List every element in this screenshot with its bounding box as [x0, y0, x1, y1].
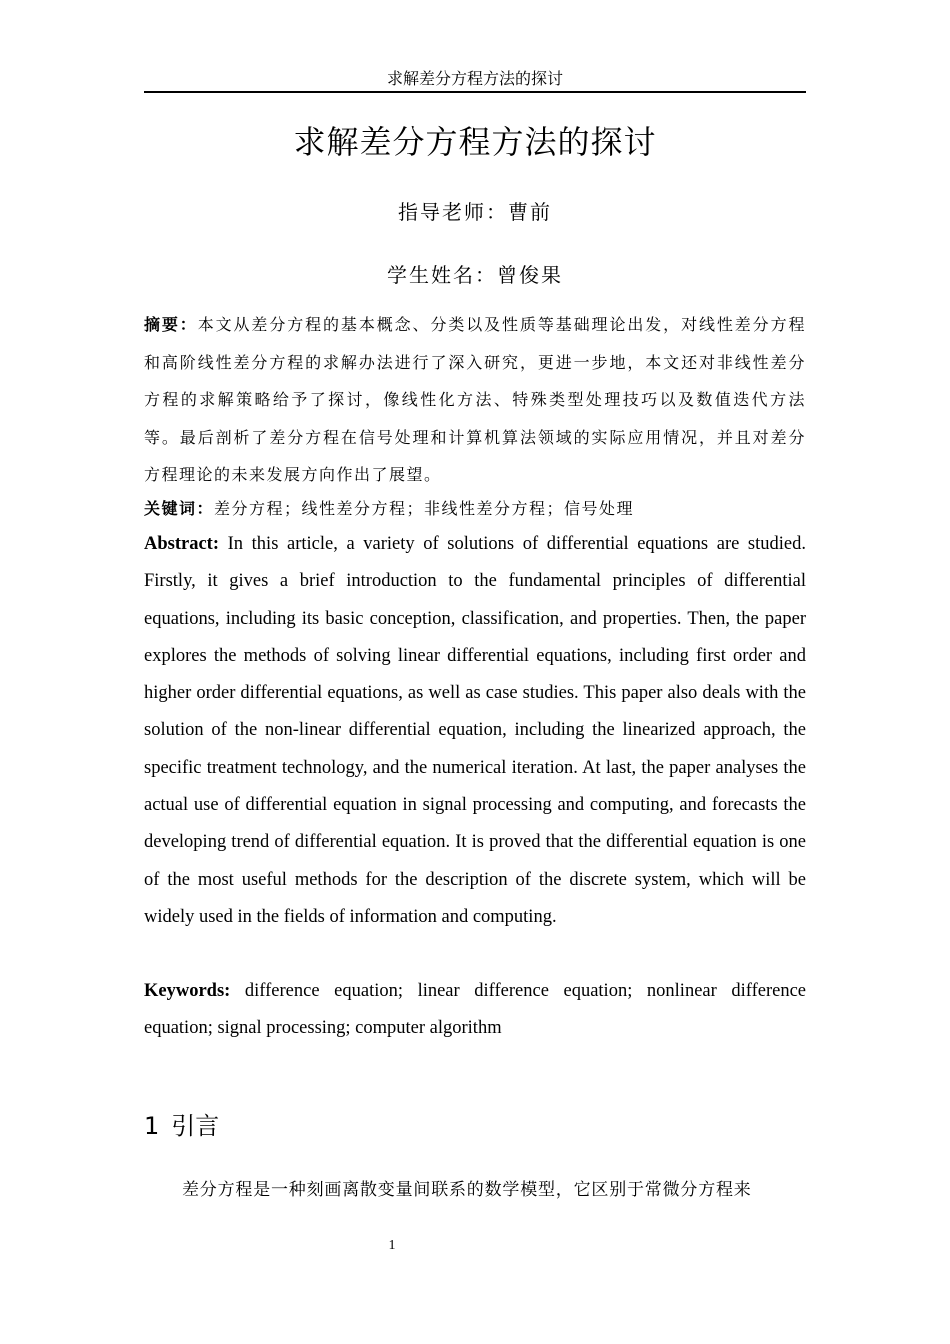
english-abstract-label: Abstract: — [144, 534, 220, 554]
chinese-keywords-text: 差分方程；线性差分方程；非线性差分方程；信号处理 — [214, 499, 635, 518]
running-header: 求解差分方程方法的探讨 — [144, 67, 806, 93]
section-1-paragraph: 差分方程是一种刻画离散变量间联系的数学模型，它区别于常微分方程来 — [182, 1180, 752, 1200]
section-1-title: 引言 — [171, 1112, 220, 1140]
chinese-keywords-label: 关键词： — [144, 499, 215, 518]
chinese-abstract — [144, 306, 806, 494]
english-keywords-text: difference equation; linear difference equation; nonlinear difference equation; signal processing; computer algorithm — [144, 981, 807, 1039]
english-keywords — [144, 973, 806, 1048]
chinese-abstract-label: 摘要： — [144, 315, 198, 334]
english-keywords-label: Keywords: — [144, 981, 231, 1001]
student-line: 学生姓名：曾俊果 — [387, 263, 563, 287]
section-1-heading — [144, 1106, 806, 1146]
english-abstract — [144, 526, 806, 936]
paper-title: 求解差分方程方法的探讨 — [293, 123, 657, 161]
advisor-line: 指导老师：曹前 — [398, 200, 552, 224]
page-number: 1 — [388, 1238, 396, 1253]
chinese-keywords — [144, 492, 806, 526]
english-abstract-text: In this article, a variety of solutions of differential equations are studied. Firstly, it gives a brief introduction to the fundamental principles of differential equations, including its basic conception, classification, and properties. Then, the paper explores the methods of solving linear differential equations, including first order and higher order differential equations, as well as case studies. This paper also deals with the solution of the non-linear differential equation, including the linearized approach, the specific treatment technology, and the numerical iteration. At last, the paper analyses the actual use of differential equation in signal processing and computing, and forecasts the developing trend of differential equation. It is proved that the differential equation is one of the most useful methods for the description of the discrete system, which will be widely used in the fields of information and computing. — [144, 534, 806, 927]
section-1-number: 1 — [144, 1112, 160, 1140]
chinese-abstract-text: 本文从差分方程的基本概念、分类以及性质等基础理论出发，对线性差分方程和高阶线性差分方程的求解办法进行了深入研究，更进一步地，本文还对非线性差分方程的求解策略给予了探讨，像线性化方法、特殊类型处理技巧以及数值迭代方法等。最后剖析了差分方程在信号处理和计算机算法领域的实际应用情况，并且对差分方程理论的未来发展方向作出了展望。 — [144, 315, 806, 484]
